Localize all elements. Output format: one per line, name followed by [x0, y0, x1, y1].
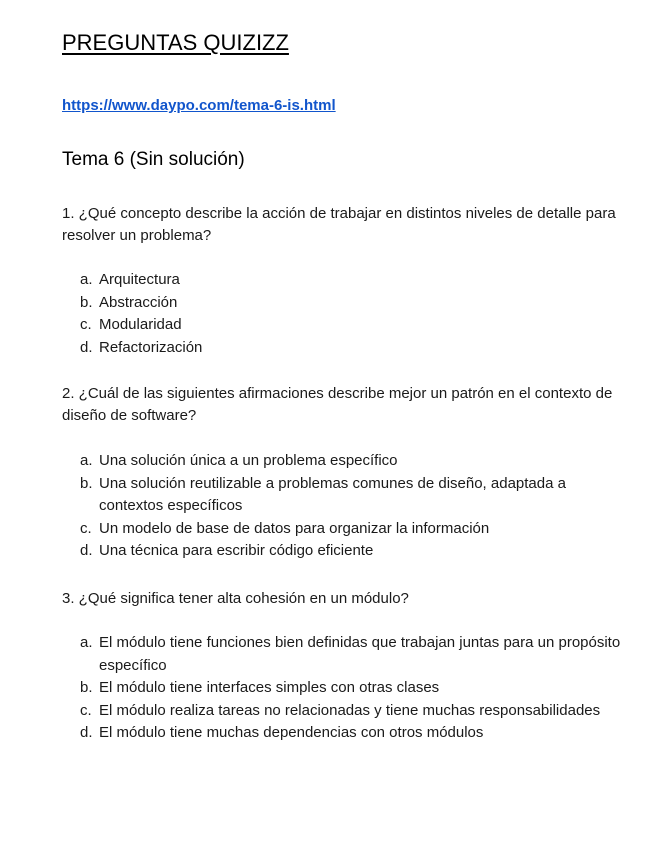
option-item [80, 540, 625, 563]
option-letter: d. [80, 338, 93, 356]
option-item [80, 700, 625, 723]
option-text: Abstracción [99, 293, 178, 311]
question-1-text: 1. ¿Qué concepto describe la acción de trabajar en distintos niveles de detalle para resolver un problema? [62, 205, 616, 244]
option-text: El módulo tiene interfaces simples con otras clases [99, 679, 440, 696]
question-3-text: 3. ¿Qué significa tener alta cohesión en un módulo? [62, 590, 409, 607]
option-letter: d. [80, 542, 93, 559]
option-letter: b. [80, 474, 93, 492]
section-heading: Tema 6 (Sin solución) [62, 149, 245, 170]
option-item [80, 337, 625, 360]
option-letter: c. [80, 701, 92, 719]
option-item [80, 632, 625, 677]
option-text: Refactorización [99, 338, 203, 356]
option-item [80, 473, 625, 518]
option-item [80, 518, 625, 541]
option-item [80, 722, 625, 745]
option-item [80, 677, 625, 700]
daypo-link[interactable]: https://www.daypo.com/tema-6-is.html [62, 97, 336, 114]
question-1-options [80, 269, 625, 359]
option-letter: b. [80, 679, 93, 696]
option-item [80, 269, 625, 292]
option-text: Modularidad [99, 316, 182, 333]
option-text: El módulo realiza tareas no relacionadas y tiene muchas responsabilidades [99, 701, 601, 719]
option-text: Un modelo de base de datos para organizar la información [99, 519, 490, 537]
option-letter: c. [80, 519, 92, 537]
option-text: Una solución reutilizable a problemas comunes de diseño, adaptada a contextos específicos [99, 474, 566, 514]
option-letter: d. [80, 724, 93, 741]
question-2-text: 2. ¿Cuál de las siguientes afirmaciones describe mejor un patrón en el contexto de diseño de software? [62, 385, 613, 424]
option-letter: b. [80, 293, 93, 311]
option-text: Arquitectura [99, 271, 180, 288]
question-2-options [80, 450, 625, 563]
option-item [80, 292, 625, 315]
option-letter: a. [80, 634, 93, 651]
question-3-options [80, 632, 625, 745]
option-letter: a. [80, 271, 93, 288]
option-letter: a. [80, 452, 93, 469]
option-item [80, 450, 625, 473]
document-title: PREGUNTAS QUIZIZZ [62, 30, 289, 55]
option-item [80, 314, 625, 337]
option-text: El módulo tiene muchas dependencias con otros módulos [99, 724, 484, 741]
option-text: Una solución única a un problema específico [99, 452, 398, 469]
option-letter: c. [80, 316, 92, 333]
option-text: Una técnica para escribir código eficiente [99, 542, 374, 559]
option-text: El módulo tiene funciones bien definidas que trabajan juntas para un propósito específico [99, 634, 621, 674]
